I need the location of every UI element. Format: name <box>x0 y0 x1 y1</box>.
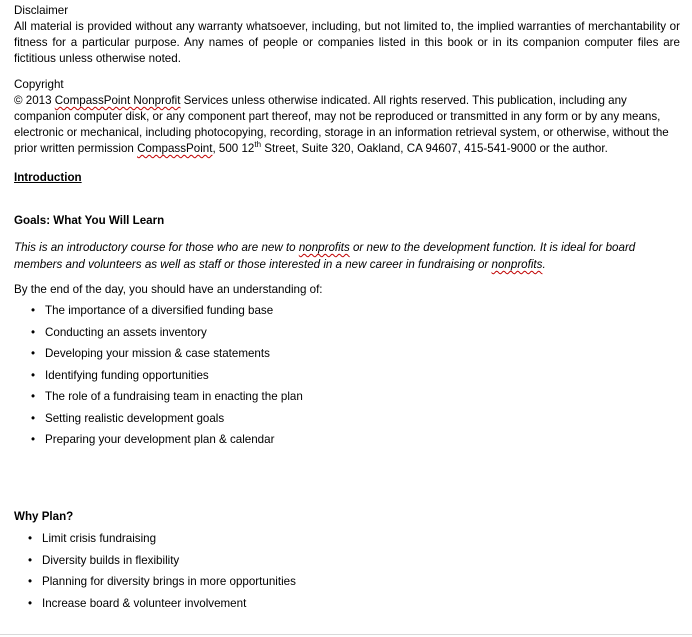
list-item <box>14 596 680 612</box>
list-item <box>14 411 680 427</box>
list-item-text: The role of a fundraising team in enacting the plan <box>45 390 303 403</box>
bullet-icon: • <box>31 411 36 425</box>
page-bottom-divider <box>0 634 692 635</box>
list-item-text: Developing your mission & case statements <box>45 347 270 360</box>
bullet-icon: • <box>31 433 36 446</box>
list-item <box>14 531 680 547</box>
list-item-text: Identifying funding opportunities <box>45 368 209 382</box>
bullet-icon: • <box>28 532 33 545</box>
list-item <box>14 574 680 590</box>
why-plan-list <box>14 531 680 612</box>
goals-intro <box>14 239 680 273</box>
bullet-icon: • <box>31 325 36 339</box>
list-item-text: Conducting an assets inventory <box>45 325 207 339</box>
list-item <box>14 553 680 569</box>
copyright-body <box>14 93 680 157</box>
copyright-text: © 2013 <box>14 94 55 107</box>
list-item-text: Setting realistic development goals <box>45 411 225 425</box>
list-item-text: Increase board & volunteer involvement <box>42 596 247 610</box>
list-item-text: The importance of a diversified funding base <box>45 304 274 317</box>
spelling-flag[interactable]: nonprofits <box>491 258 543 271</box>
why-plan-heading: Why Plan? <box>14 510 74 523</box>
goals-intro-text: This is an introductory course for those who are new to <box>14 241 299 254</box>
goals-heading: Goals: What You Will Learn <box>14 214 165 227</box>
list-item <box>14 432 680 448</box>
copyright-title: Copyright <box>14 78 64 91</box>
goals-intro-text: or new to the development function. It is ideal for board members and volunteers as well as staff or those interested in a new career in fundraising or <box>14 241 636 271</box>
spelling-flag[interactable]: CompassPoint <box>137 142 213 155</box>
goals-intro-text: . <box>542 258 546 271</box>
goals-list <box>14 303 680 448</box>
list-item <box>14 303 680 319</box>
bullet-icon: • <box>31 390 36 403</box>
bullet-icon: • <box>31 368 36 382</box>
list-item <box>14 389 680 405</box>
disclaimer-body: All material is provided without any warranty whatsoever, including, but not limited to, the implied warranties of merchantability or fitness for a particular purpose. Any names of people or companies listed in this book or in its companion computer files are fictitious unless otherwise noted. <box>14 20 680 65</box>
goals-lead: By the end of the day, you should have an understanding of: <box>14 283 323 296</box>
bullet-icon: • <box>28 575 33 588</box>
list-item <box>14 325 680 341</box>
disclaimer-title: Disclaimer <box>14 4 69 17</box>
introduction-heading: Introduction <box>14 171 82 184</box>
list-item-text: Limit crisis fundraising <box>42 532 157 545</box>
list-item-text: Diversity builds in flexibility <box>42 553 180 567</box>
bullet-icon: • <box>31 347 36 360</box>
list-item-text: Planning for diversity brings in more opportunities <box>42 575 296 588</box>
document-page <box>14 3 680 617</box>
ordinal-superscript: th <box>254 140 262 150</box>
list-item <box>14 346 680 362</box>
copyright-text: Street, Suite 320, Oakland, CA 94607, 415-541-9000 or the author. <box>261 142 608 155</box>
list-item <box>14 368 680 384</box>
copyright-text: , 500 12 <box>212 142 255 155</box>
bullet-icon: • <box>28 553 33 567</box>
bullet-icon: • <box>31 304 36 317</box>
spelling-flag[interactable]: nonprofits <box>298 241 350 254</box>
bullet-icon: • <box>28 596 33 610</box>
copyright-text: Services unless otherwise indicated. All rights reserved. This publication, including any companion computer disk, or any component part thereof, may not be reproduced or transmitted in any form or by any means, electronic or mechanical, including photocopying, recording, storage in an information retrieval system, or otherwise, without the prior written permission <box>14 94 669 155</box>
list-item-text: Preparing your development plan & calendar <box>45 433 275 446</box>
spelling-flag[interactable]: CompassPoint Nonprofit <box>54 94 181 107</box>
